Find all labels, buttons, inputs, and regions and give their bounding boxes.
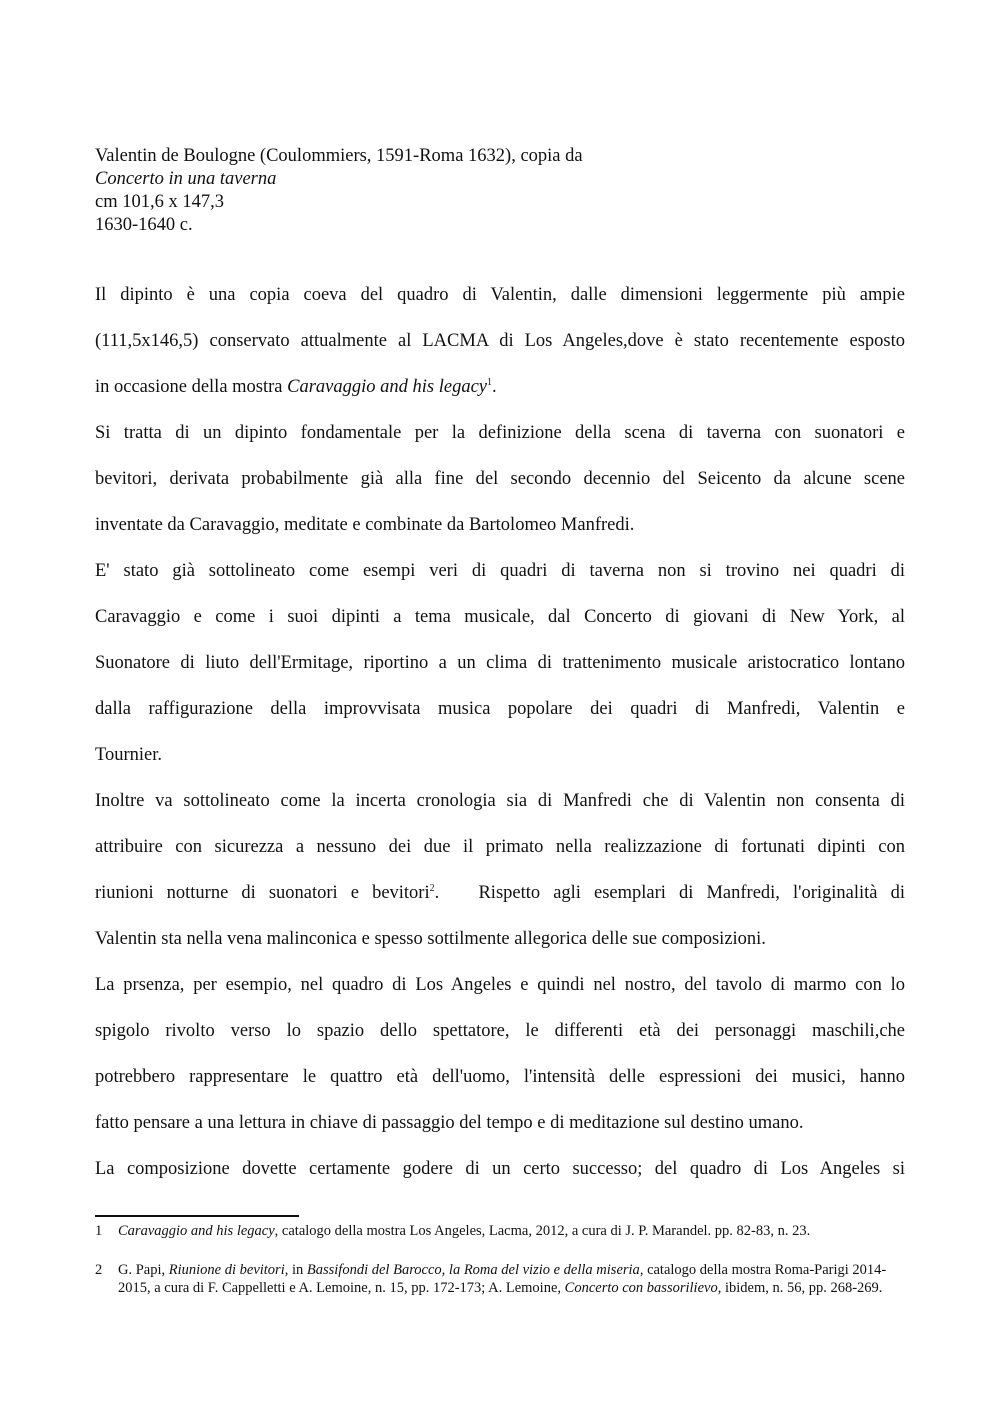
body-line: La composizione dovette certamente godere di un certo successo; del quadro di Los Angeles si [95,1159,905,1179]
body-line: La prsenza, per esempio, nel quadro di Los Angeles e quindi nel nostro, del tavolo di marmo con lo [95,975,905,995]
footnote-italic: Concerto con bassorilievo [564,1280,718,1296]
body-text: in occasione della mostra [95,377,288,397]
footnote-italic: Bassifondi del Barocco, la Roma del vizio e della miseria [306,1262,640,1278]
body-line: Inoltre va sottolineato come la incerta cronologia sia di Manfredi che di Valentin non consenta di [95,791,905,811]
artwork-date: 1630-1640 c. [95,215,193,235]
body-line: Valentin sta nella vena malinconica e spesso sottilmente allegorica delle sue composizioni. [95,929,766,949]
body-line: fatto pensare a una lettura in chiave di passaggio del tempo e di meditazione sul destino umano. [95,1113,804,1133]
footnote-text [118,1261,907,1297]
footnote-ref-1[interactable]: 1 [487,377,493,388]
body-line: Si tratta di un dipinto fondamentale per la definizione della scena di taverna con suonatori e [95,423,905,443]
body-line: Suonatore di liuto dell'Ermitage, riportino a un clima di trattenimento musicale aristocratico lontano [95,653,905,673]
footnote-italic: Riunione di bevitori [168,1262,285,1278]
body-line: attribuire con sicurezza a nessuno dei due il primato nella realizzazione di fortunati dipinti con [95,837,905,857]
footnote-plain: , catalogo della mostra Roma-Parigi 2014-2015, a cura di F. Cappelletti e A. Lemoine, n. 15, pp. 172-173; A. Lemoine, [118,1262,887,1296]
footnote-plain: G. Papi, [118,1262,169,1278]
body-line: bevitori, derivata probabilmente già alla fine del secondo decennio del Seicento da alcune scene [95,469,905,489]
footnote-text [118,1222,907,1240]
body-line: spigolo rivolto verso lo spazio dello spettatore, le differenti età dei personaggi maschili,che [95,1021,905,1041]
footnote-number: 1 [95,1223,103,1239]
body-line: Il dipinto è una copia coeva del quadro di Valentin, dalle dimensioni leggermente più ampie [95,285,905,305]
footnote-italic: Caravaggio and his legacy [118,1223,275,1239]
body-text: . Rispetto agli esemplari di Manfredi, l'originalità di [434,883,905,903]
body-line: Tournier. [95,745,163,765]
body-line [95,376,905,398]
body-line [95,882,905,904]
body-text: . [492,377,497,397]
footnote-number: 2 [95,1262,103,1278]
footnote-ref-2[interactable]: 2 [429,883,435,894]
body-line: E' stato già sottolineato come esempi veri di quadri di taverna non si trovino nei quadri di [95,561,905,581]
exhibition-title: Caravaggio and his legacy [287,377,488,397]
body-line: inventate da Caravaggio, meditate e combinate da Bartolomeo Manfredi. [95,515,635,535]
artwork-title [95,168,276,191]
footnote-separator [95,1215,299,1217]
artwork-attribution: Valentin de Boulogne (Coulommiers, 1591-Roma 1632), copia da [95,146,583,166]
footnote-plain: , catalogo della mostra Los Angeles, Lacma, 2012, a cura di J. P. Marandel. pp. 82-83, n. 23. [274,1223,811,1239]
body-line: Caravaggio e come i suoi dipinti a tema musicale, dal Concerto di giovani di New York, al [95,607,905,627]
body-line: (111,5x146,5) conservato attualmente al LACMA di Los Angeles,dove è stato recentemente esposto [95,331,905,351]
footnote-plain: , ibidem, n. 56, pp. 268-269. [717,1280,883,1296]
body-line: dalla raffigurazione della improvvisata musica popolare dei quadri di Manfredi, Valentin e [95,699,905,719]
artwork-title-text: Concerto in una taverna [95,169,277,189]
body-line: potrebbero rappresentare le quattro età dell'uomo, l'intensità delle espressioni dei musici, hanno [95,1067,905,1087]
footnote-plain: , in [284,1262,307,1278]
body-text: riunioni notturne di suonatori e bevitori [95,883,430,903]
artwork-dimensions: cm 101,6 x 147,3 [95,192,224,212]
